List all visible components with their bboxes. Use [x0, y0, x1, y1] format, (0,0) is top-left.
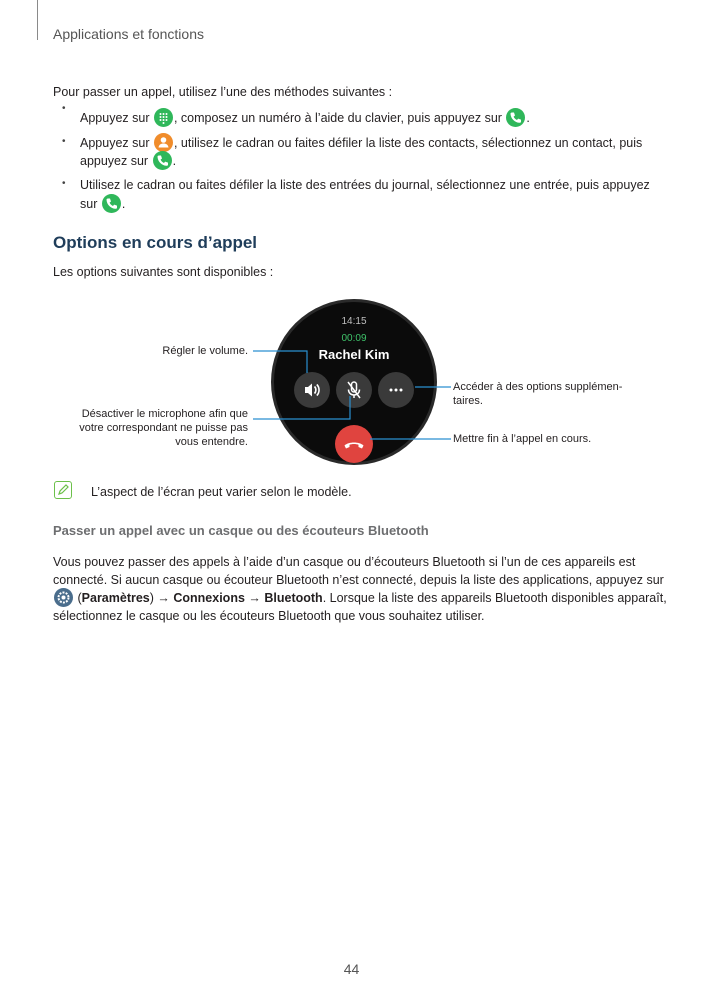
intro-text: Pour passer un appel, utilisez l’une des méthodes suivantes :	[53, 85, 393, 99]
caller-name: Rachel Kim	[318, 347, 390, 362]
bullet-text: .	[526, 111, 530, 125]
bullet-text: sur	[80, 197, 98, 211]
settings-label: Paramètres	[81, 591, 150, 605]
bluetooth-label: Bluetooth	[264, 591, 323, 605]
text-fragment: ) →	[149, 591, 174, 605]
text-fragment: (	[77, 591, 82, 605]
mute-button[interactable]	[336, 372, 372, 408]
bullet-dot: •	[62, 136, 66, 147]
bullet-text: Appuyez sur	[80, 136, 150, 150]
callout-volume: Régler le volume.	[162, 345, 248, 357]
phone-icon	[506, 108, 525, 127]
phone-icon	[153, 151, 172, 170]
bullet-text: appuyez sur	[80, 154, 149, 168]
page-number: 44	[343, 961, 360, 977]
end-call-icon	[335, 425, 373, 463]
watch-time: 14:15	[341, 316, 367, 327]
callout-line: votre correspondant ne puisse pas	[79, 422, 248, 434]
bluetooth-paragraph-line: sélectionnez le casque ou les écouteurs Bluetooth que vous souhaitez utiliser.	[53, 609, 485, 623]
more-icon	[378, 372, 414, 408]
bullet-dot: •	[62, 103, 66, 114]
section-heading-bluetooth: Passer un appel avec un casque ou des écouteurs Bluetooth	[53, 523, 429, 538]
callout-more-options	[453, 380, 663, 408]
volume-icon	[294, 372, 330, 408]
callout-end-call: Mettre fin à l’appel en cours.	[453, 433, 592, 445]
more-options-button[interactable]	[378, 372, 414, 408]
callout-mute	[40, 407, 248, 449]
bullet-text: .	[121, 197, 126, 211]
bullet-item: Utilisez le cadran ou faites défiler la liste des entrées du journal, sélectionnez une entrée, puis appuyez	[80, 178, 650, 192]
mic-off-icon	[336, 372, 372, 408]
call-duration: 00:09	[341, 333, 367, 344]
bullet-text: Appuyez sur	[80, 111, 150, 125]
bullet-item	[80, 133, 642, 153]
bluetooth-paragraph-line: connecté. Si aucun casque ou écouteur Bluetooth n’est connecté, depuis la liste des applications, appuyez sur	[53, 573, 664, 587]
bullet-item	[80, 108, 530, 128]
callout-line: Désactiver le microphone afin que	[81, 408, 248, 420]
text-fragment: . Lorsque la liste des appareils Bluetooth disponibles apparaît,	[322, 591, 667, 605]
bullet-dot: •	[62, 178, 66, 189]
settings-icon	[54, 588, 73, 607]
bullet-text: , composez un numéro à l’aide du clavier, puis appuyez sur	[173, 111, 502, 125]
header-rule	[37, 0, 38, 40]
contacts-icon	[154, 133, 173, 152]
bullet-text: , utilisez le cadran ou faites défiler la liste des contacts, sélectionnez un contact, puis	[173, 136, 643, 150]
volume-button[interactable]	[294, 372, 330, 408]
connections-label: Connexions	[173, 591, 245, 605]
callout-line: Accéder à des options supplémen-	[453, 381, 623, 393]
options-intro: Les options suivantes sont disponibles :	[53, 265, 274, 279]
bullet-item-continuation	[80, 194, 125, 214]
phone-icon	[102, 194, 121, 213]
end-call-button[interactable]	[335, 425, 373, 463]
keypad-icon	[154, 108, 173, 127]
page-header: Applications et fonctions	[53, 26, 204, 42]
bluetooth-paragraph-line	[53, 588, 667, 608]
bullet-text: .	[172, 154, 177, 168]
note-text: L’aspect de l’écran peut varier selon le modèle.	[91, 485, 352, 499]
bluetooth-paragraph-line: Vous pouvez passer des appels à l’aide d’un casque ou d’écouteurs Bluetooth si l’un de ces appareils est	[53, 555, 636, 569]
text-fragment: →	[244, 591, 265, 605]
bullet-item-continuation	[80, 151, 176, 171]
note-icon	[54, 481, 72, 499]
callout-line: vous entendre.	[175, 436, 248, 448]
watch-call-screen	[271, 299, 437, 465]
section-heading-options: Options en cours d’appel	[53, 233, 258, 252]
callout-line: taires.	[453, 395, 483, 407]
